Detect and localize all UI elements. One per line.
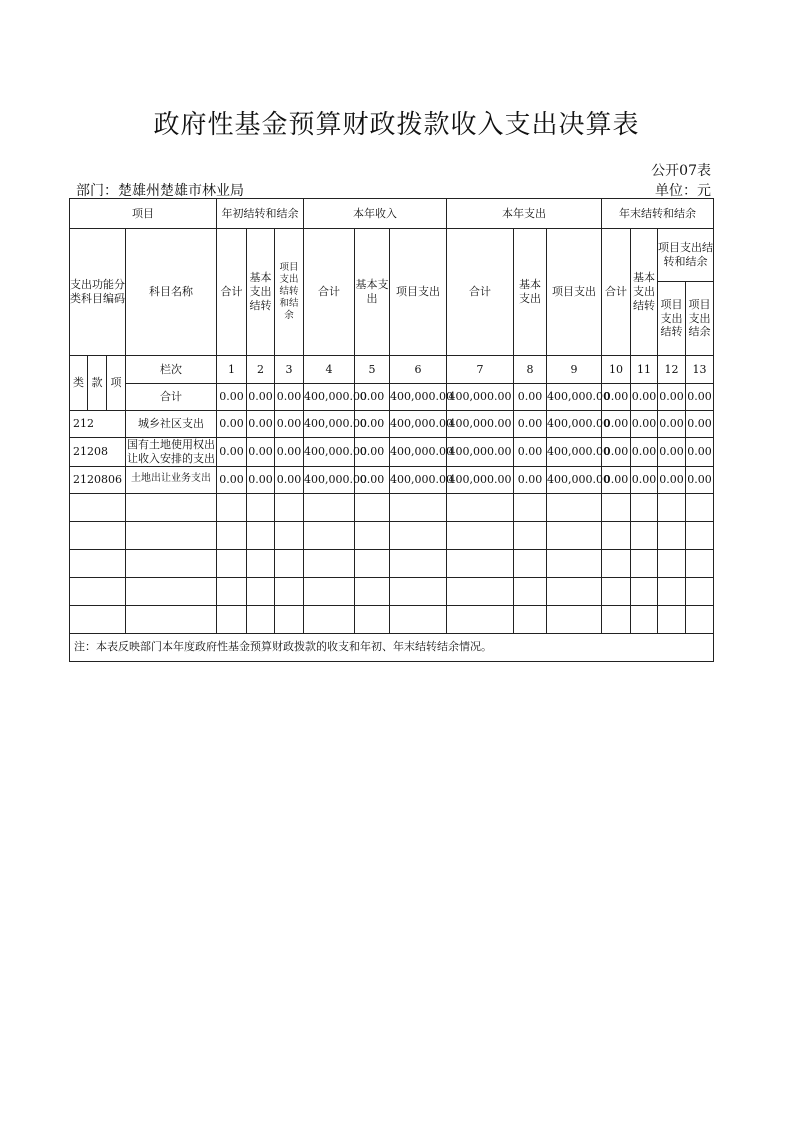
row-code: 212 bbox=[70, 411, 126, 438]
table-cell: 0.00 bbox=[602, 438, 631, 467]
table-cell: 0.00 bbox=[631, 466, 658, 493]
table-cell: 0.00 bbox=[631, 411, 658, 438]
table-cell: 0.00 bbox=[217, 411, 247, 438]
column-number: 1 bbox=[217, 356, 247, 384]
empty-row bbox=[70, 549, 714, 577]
table-cell: 400,000.00 bbox=[390, 384, 447, 411]
total-label: 合计 bbox=[126, 384, 217, 411]
table-cell: 400,000.00 bbox=[547, 384, 602, 411]
table-cell: 0.00 bbox=[631, 384, 658, 411]
header-item: 项目 bbox=[70, 199, 217, 229]
column-number: 6 bbox=[390, 356, 447, 384]
table-cell: 0.00 bbox=[217, 384, 247, 411]
header-lanci: 栏次 bbox=[126, 356, 217, 384]
table-cell: 0.00 bbox=[247, 384, 275, 411]
table-cell: 400,000.00 bbox=[390, 438, 447, 467]
header-begin-project-carry-balance: 项目支出结转和结余 bbox=[275, 229, 304, 356]
table-cell: 400,000.00 bbox=[547, 438, 602, 467]
table-cell: 0.00 bbox=[631, 438, 658, 467]
header-expense-project: 项目支出 bbox=[547, 229, 602, 356]
table-note: 注：本表反映部门本年度政府性基金预算财政拨款的收支和年初、年末结转结余情况。 bbox=[70, 633, 714, 661]
page-title: 政府性基金预算财政拨款收入支出决算表 bbox=[153, 110, 640, 140]
table-cell: 400,000.00 bbox=[390, 411, 447, 438]
table-cell: 0.00 bbox=[514, 411, 547, 438]
table-cell: 0.00 bbox=[247, 411, 275, 438]
header-kuan: 款 bbox=[88, 356, 107, 411]
report-table bbox=[69, 198, 714, 662]
department-label: 部门：楚雄州楚雄市林业局 bbox=[76, 183, 244, 199]
header-expense-basic: 基本支出 bbox=[514, 229, 547, 356]
header-xiang: 项 bbox=[107, 356, 126, 411]
header-subject-name: 科目名称 bbox=[126, 229, 217, 356]
table-cell: 0.00 bbox=[275, 466, 304, 493]
column-number-row bbox=[70, 356, 714, 384]
header-income-project: 项目支出 bbox=[390, 229, 447, 356]
header-income: 本年收入 bbox=[304, 199, 447, 229]
column-number: 3 bbox=[275, 356, 304, 384]
table-cell: 400,000.00 bbox=[547, 411, 602, 438]
column-number: 13 bbox=[686, 356, 714, 384]
table-cell: 400,000.00 bbox=[547, 466, 602, 493]
row-code: 21208 bbox=[70, 438, 126, 467]
table-cell: 0.00 bbox=[247, 438, 275, 467]
table-cell: 0.00 bbox=[686, 384, 714, 411]
table-cell: 0.00 bbox=[602, 384, 631, 411]
table-cell: 0.00 bbox=[275, 438, 304, 467]
table-cell: 0.00 bbox=[355, 438, 390, 467]
column-number: 9 bbox=[547, 356, 602, 384]
header-func-code: 支出功能分类科目编码 bbox=[70, 229, 126, 356]
header-end-project-carry: 项目支出结转 bbox=[658, 282, 686, 356]
header-end-balance: 年末结转和结余 bbox=[602, 199, 714, 229]
header-end-basic-carry: 基本支出结转 bbox=[631, 229, 658, 356]
table-cell: 0.00 bbox=[275, 384, 304, 411]
empty-row bbox=[70, 493, 714, 521]
table-cell: 0.00 bbox=[686, 466, 714, 493]
table-cell: 0.00 bbox=[217, 466, 247, 493]
column-number: 10 bbox=[602, 356, 631, 384]
table-cell: 0.00 bbox=[355, 411, 390, 438]
table-row bbox=[70, 411, 714, 438]
header-income-total: 合计 bbox=[304, 229, 355, 356]
column-number: 7 bbox=[447, 356, 514, 384]
empty-row bbox=[70, 605, 714, 633]
column-number: 12 bbox=[658, 356, 686, 384]
header-income-basic: 基本支出 bbox=[355, 229, 390, 356]
header-end-project-balance: 项目支出结余 bbox=[686, 282, 714, 356]
header-row-2 bbox=[70, 229, 714, 282]
header-expense: 本年支出 bbox=[447, 199, 602, 229]
table-cell: 0.00 bbox=[514, 384, 547, 411]
table-cell: 0.00 bbox=[514, 466, 547, 493]
table-cell: 0.00 bbox=[602, 466, 631, 493]
table-cell: 400,000.00 bbox=[447, 466, 514, 493]
table-cell: 0.00 bbox=[658, 384, 686, 411]
header-row-1 bbox=[70, 199, 714, 229]
row-subject-name: 国有土地使用权出让收入安排的支出 bbox=[127, 438, 215, 465]
table-cell: 0.00 bbox=[686, 438, 714, 467]
header-lei: 类 bbox=[70, 356, 88, 411]
column-number: 8 bbox=[514, 356, 547, 384]
header-end-project-group: 项目支出结转和结余 bbox=[658, 229, 714, 282]
row-subject-name: 城乡社区支出 bbox=[126, 411, 217, 438]
header-begin-basic-carry: 基本支出结转 bbox=[247, 229, 275, 356]
table-cell: 0.00 bbox=[217, 438, 247, 467]
table-cell: 400,000.00 bbox=[390, 466, 447, 493]
table-cell: 400,000.00 bbox=[447, 411, 514, 438]
table-cell: 0.00 bbox=[275, 411, 304, 438]
header-begin-balance: 年初结转和结余 bbox=[217, 199, 304, 229]
table-cell: 400,000.00 bbox=[304, 411, 355, 438]
table-cell: 400,000.00 bbox=[304, 384, 355, 411]
table-cell: 400,000.00 bbox=[447, 384, 514, 411]
table-cell: 0.00 bbox=[355, 384, 390, 411]
total-row bbox=[70, 384, 714, 411]
table-cell: 0.00 bbox=[686, 411, 714, 438]
table-cell: 400,000.00 bbox=[304, 466, 355, 493]
note-row bbox=[70, 633, 714, 661]
table-cell: 0.00 bbox=[658, 411, 686, 438]
table-cell: 0.00 bbox=[247, 466, 275, 493]
header-expense-total: 合计 bbox=[447, 229, 514, 356]
table-cell: 400,000.00 bbox=[447, 438, 514, 467]
column-number: 5 bbox=[355, 356, 390, 384]
form-number: 公开07表 bbox=[651, 163, 711, 179]
header-end-total: 合计 bbox=[602, 229, 631, 356]
table-cell: 0.00 bbox=[658, 466, 686, 493]
table-cell: 0.00 bbox=[658, 438, 686, 467]
column-number: 11 bbox=[631, 356, 658, 384]
empty-row bbox=[70, 521, 714, 549]
column-number: 4 bbox=[304, 356, 355, 384]
header-begin-total: 合计 bbox=[217, 229, 247, 356]
table-cell: 0.00 bbox=[602, 411, 631, 438]
table-row bbox=[70, 466, 714, 493]
empty-row bbox=[70, 577, 714, 605]
row-subject-name: 土地出让业务支出 bbox=[126, 466, 217, 493]
column-number: 2 bbox=[247, 356, 275, 384]
table-cell: 0.00 bbox=[514, 438, 547, 467]
table-row bbox=[70, 438, 714, 467]
row-code: 2120806 bbox=[70, 466, 126, 493]
unit-label: 单位：元 bbox=[655, 183, 711, 199]
table-cell: 400,000.00 bbox=[304, 438, 355, 467]
table-cell: 0.00 bbox=[355, 466, 390, 493]
